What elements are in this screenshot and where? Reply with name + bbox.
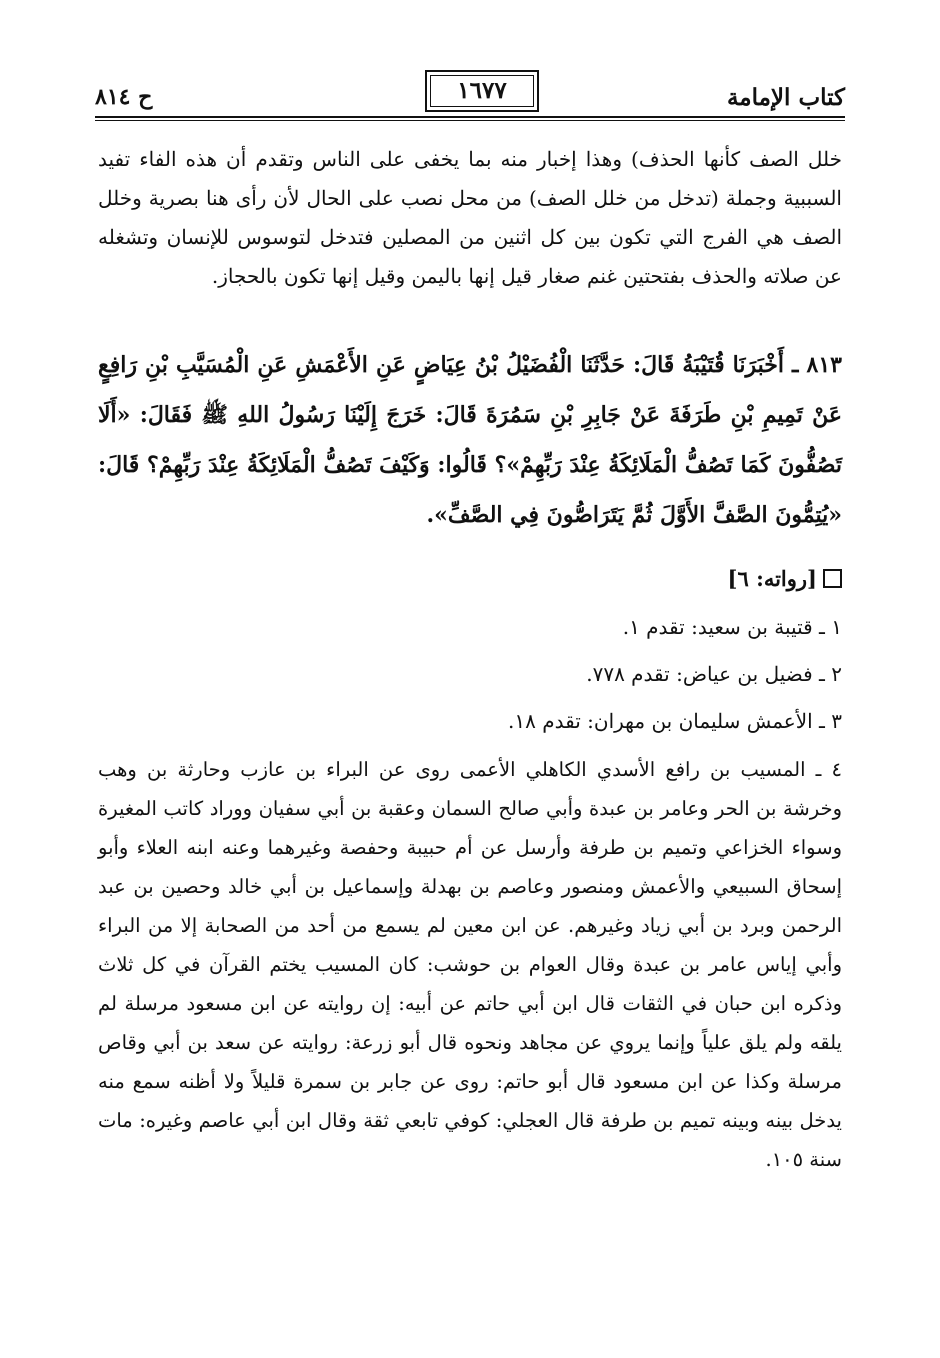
hadith-text: ٨١٣ ـ أَخْبَرَنَا قُتَيْبَةُ قَالَ: حَدَّثَنَا الْفُضَيْلُ بْنُ عِيَاضٍ عَنِ الأَعْمَشِ عَنِ الْمُسَيَّبِ بْنِ رَافِعٍ عَنْ تَمِيمِ بْنِ طَرَفَةَ عَنْ جَابِرِ بْنِ سَمُرَةَ قَالَ: خَرَجَ إِلَيْنَا رَسُولُ اللهِ ﷺ فَقَالَ: «أَلَا تَصُفُّونَ كَمَا تَصُفُّ الْمَلَائِكَةُ عِنْدَ رَبِّهِمْ»؟ قَالُوا: وَكَيْفَ تَصُفُّ الْمَلَائِكَةُ عِنْدَ رَبِّهِمْ؟ قَالَ: «يُتِمُّونَ الصَّفَّ الأَوَّلَ ثُمَّ يَتَرَاصُّونَ فِي الصَّفِّ». — [98, 352, 843, 528]
narrators-heading-text: [رواته: ٦] — [727, 566, 817, 591]
book-title: كتاب الإمامة — [726, 84, 845, 111]
narrators-heading — [728, 566, 842, 591]
narrator-item: ٢ ـ فضيل بن عياض: تقدم ٧٧٨. — [586, 662, 842, 686]
header-rule-thin — [95, 120, 845, 121]
narrator-item: ١ ـ قتيبة بن سعيد: تقدم ١. — [622, 615, 842, 639]
narrator-biography: ٤ ـ المسيب بن رافع الأسدي الكاهلي الأعمى روى عن البراء بن عازب وحارثة بن وهب وخرشة بن الحر وعامر بن عبدة وأبي صالح السمان وعقبة بن أبي سفيان ووراد كاتب المغيرة وسواء الخزاعي وتميم بن طرفة وأرسل عن أم حبيبة وحفصة وغيرهما وعنه ابنه العلاء وأبو إسحاق السبيعي والأعمش ومنصور وعاصم بن بهدلة وإسماعيل بن أبي خالد وحصين بن عبد الرحمن وبرد بن أبي زياد وغيرهم. عن ابن معين لم يسمع من أحد من الصحابة إلا من البراء وأبي إياس عامر بن عبدة وقال العوام بن حوشب: كان المسيب يختم القرآن في كل ثلاث وذكره ابن حبان في الثقات قال ابن أبي حاتم عن أبيه: إن روايته عن ابن مسعود مرسلة لم يلقه ولم يلق علياً وإنما يروي عن مجاهد ونحوه قال أبو زرعة: روايته عن سعد بن أبي وقاص مرسلة وكذا عن ابن مسعود قال أبو حاتم: روى عن جابر بن سمرة قليلاً ولا أظنه سمع منه يدخل بينه وبينه تميم بن طرفة قال العجلي: كوفي تابعي ثقة وقال ابن أبي عاصم وغيره: مات سنة ١٠٥. — [98, 758, 842, 1171]
header-rule — [95, 116, 845, 118]
commentary-paragraph: خلل الصف كأنها الحذف) وهذا إخبار منه بما يخفى على الناس وتقدم أن هذه الفاء تفيد السببية وجملة (تدخل من خلل الصف) من محل نصب على الحال لأن رأى هنا بصرية وخلل الصف هي الفرج التي تكون بين كل اثنين من المصلين فتدخل لتوسوس للإنسان وتشغله عن صلاته والحذف بفتحتين غنم صغار قيل إنها باليمن وقيل إنها تكون بالحجاز. — [98, 147, 842, 288]
narrator-item: ٣ ـ الأعمش سليمان بن مهران: تقدم ١٨. — [508, 709, 842, 733]
page-number: ١٦٧٧ — [425, 70, 539, 112]
square-bullet-icon — [823, 569, 842, 588]
page-header — [95, 62, 845, 116]
hadith-reference: ح ٨١٤ — [95, 84, 153, 110]
